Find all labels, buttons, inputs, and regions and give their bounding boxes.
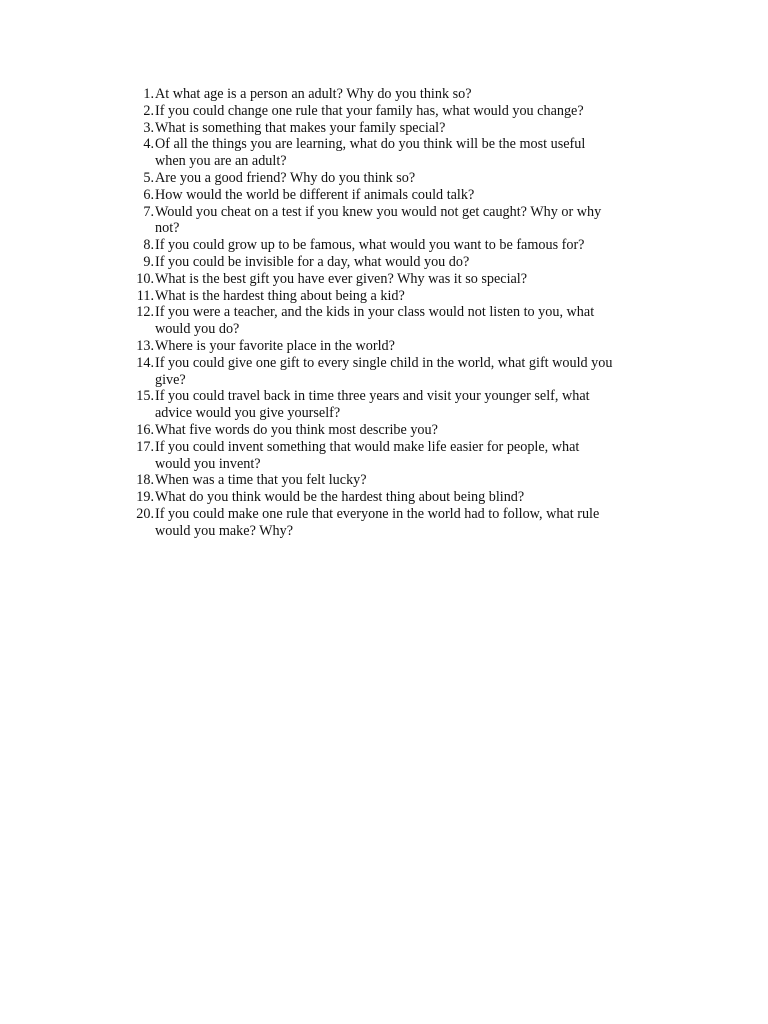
question-item	[124, 506, 654, 540]
question-item	[124, 489, 654, 506]
question-text	[155, 422, 654, 439]
question-text	[155, 388, 654, 422]
question-item	[124, 388, 654, 422]
question-text	[155, 120, 654, 137]
question-item	[124, 187, 654, 204]
question-line: What is something that makes your family special?	[155, 119, 446, 136]
question-item	[124, 338, 654, 355]
question-text	[155, 506, 654, 540]
question-line: If you could travel back in time three years and visit your younger self, what	[155, 388, 590, 405]
question-item	[124, 170, 654, 187]
question-text	[155, 103, 654, 120]
question-item	[124, 439, 654, 473]
question-text	[155, 304, 654, 338]
question-text	[155, 170, 654, 187]
question-item	[124, 355, 654, 389]
question-text	[155, 237, 654, 254]
question-text	[155, 338, 654, 355]
question-number: 9.	[143, 253, 154, 270]
question-line: Would you cheat on a test if you knew you would not get caught? Why or why	[155, 203, 602, 220]
question-text	[155, 86, 654, 103]
question-number: 17.	[136, 438, 154, 455]
question-text	[155, 136, 654, 170]
question-number: 13.	[136, 337, 154, 354]
question-line: Are you a good friend? Why do you think so?	[155, 169, 416, 186]
question-number: 12.	[136, 304, 154, 321]
question-line: Of all the things you are learning, what do you think will be the most useful	[155, 136, 586, 153]
question-item	[124, 254, 654, 271]
question-item	[124, 204, 654, 238]
question-text	[155, 204, 654, 238]
question-line: If you could invent something that would make life easier for people, what	[155, 438, 580, 455]
question-number: 8.	[143, 237, 154, 254]
question-number: 4.	[143, 136, 154, 153]
question-text	[155, 489, 654, 506]
question-item	[124, 422, 654, 439]
question-text	[155, 254, 654, 271]
question-line: What do you think would be the hardest thing about being blind?	[155, 489, 525, 506]
question-item	[124, 304, 654, 338]
question-line: How would the world be different if animals could talk?	[155, 186, 475, 203]
question-number: 1.	[143, 86, 154, 102]
question-line: If you could be invisible for a day, what would you do?	[155, 253, 470, 270]
question-item	[124, 288, 654, 305]
question-text	[155, 271, 654, 288]
question-text	[155, 439, 654, 473]
question-line: If you could change one rule that your family has, what would you change?	[155, 102, 584, 119]
question-item	[124, 237, 654, 254]
question-line: If you could grow up to be famous, what would you want to be famous for?	[155, 237, 585, 254]
question-text	[155, 355, 654, 389]
question-line: What is the hardest thing about being a kid?	[155, 287, 405, 304]
question-number: 3.	[143, 119, 154, 136]
question-line: when you are an adult?	[155, 153, 287, 170]
question-line: What five words do you think most describe you?	[155, 421, 438, 438]
question-line: advice would you give yourself?	[155, 405, 341, 422]
question-number: 7.	[143, 203, 154, 220]
question-text	[155, 288, 654, 305]
question-line: Where is your favorite place in the world?	[155, 337, 395, 354]
question-line: would you make? Why?	[155, 522, 294, 539]
question-number: 11.	[136, 287, 154, 304]
question-number: 18.	[136, 472, 154, 489]
question-line: If you could make one rule that everyone in the world had to follow, what rule	[155, 505, 600, 522]
question-number: 14.	[136, 354, 154, 371]
question-line: would you do?	[155, 321, 240, 338]
question-number: 5.	[143, 169, 154, 186]
question-number: 19.	[136, 489, 154, 506]
question-item	[124, 86, 654, 103]
question-text	[155, 472, 654, 489]
question-list	[124, 86, 654, 540]
question-item	[124, 472, 654, 489]
question-line: not?	[155, 220, 180, 237]
question-number: 6.	[143, 186, 154, 203]
question-line: If you could give one gift to every single child in the world, what gift would you	[155, 354, 613, 371]
question-item	[124, 136, 654, 170]
question-line: would you invent?	[155, 455, 261, 472]
question-line: give?	[155, 371, 186, 388]
question-line: What is the best gift you have ever given? Why was it so special?	[155, 270, 528, 287]
question-text	[155, 187, 654, 204]
question-number: 20.	[136, 505, 154, 522]
question-item	[124, 271, 654, 288]
question-number: 10.	[136, 270, 154, 287]
question-line: If you were a teacher, and the kids in your class would not listen to you, what	[155, 304, 595, 321]
question-number: 2.	[143, 102, 154, 119]
question-line: At what age is a person an adult? Why do you think so?	[155, 86, 472, 102]
question-item	[124, 103, 654, 120]
question-line: When was a time that you felt lucky?	[155, 472, 367, 489]
question-number: 16.	[136, 421, 154, 438]
question-item	[124, 120, 654, 137]
question-number: 15.	[136, 388, 154, 405]
